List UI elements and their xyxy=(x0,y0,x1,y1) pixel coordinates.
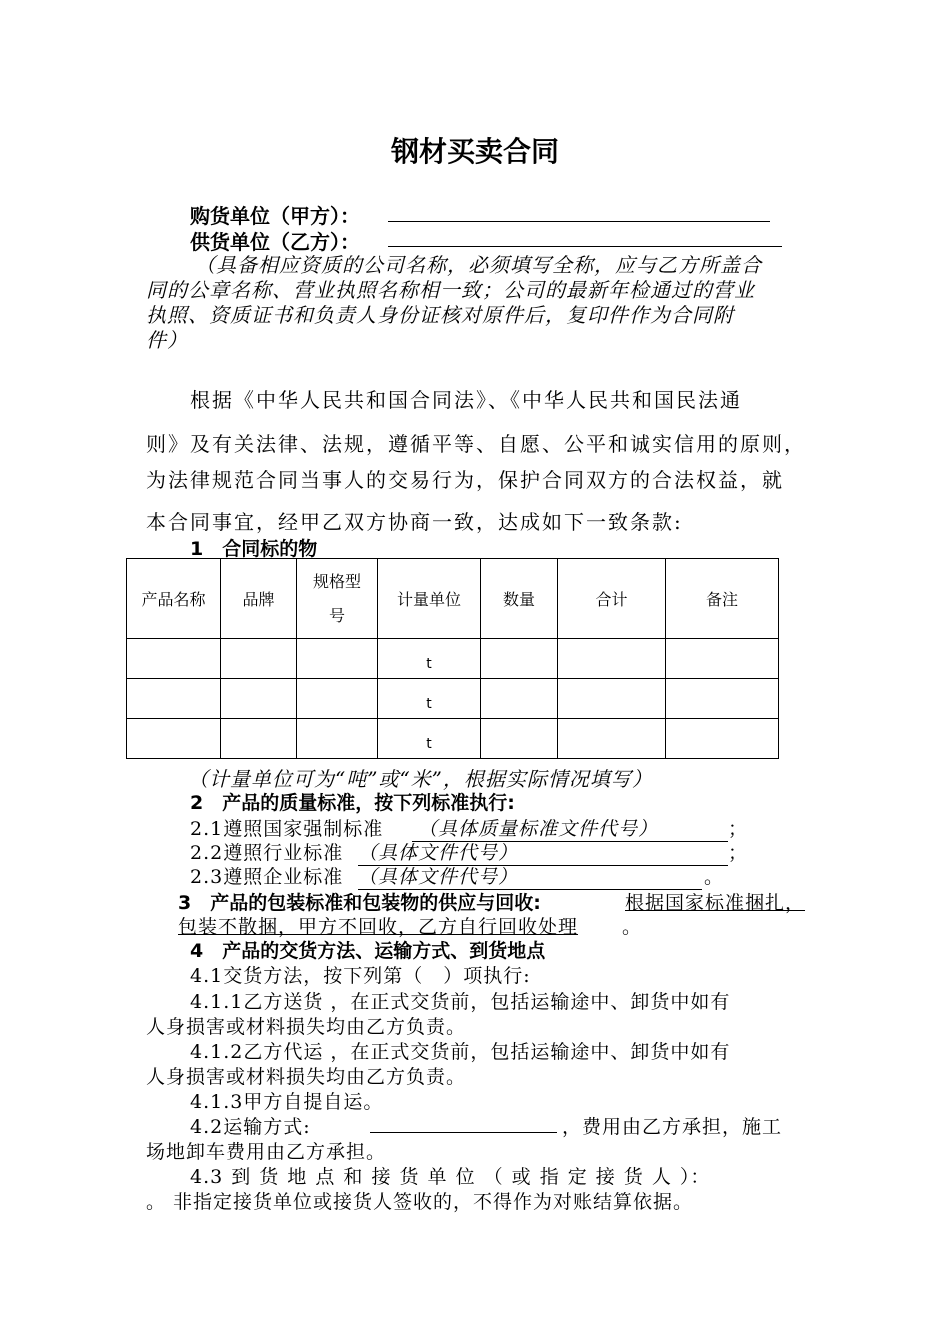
cell-spec-model[interactable] xyxy=(297,679,378,719)
clause-2-3-label: 2.3遵照企业标准 xyxy=(190,866,344,888)
clause-2-1-fill[interactable]: （具体质量标准文件代号） xyxy=(412,814,728,842)
party-note-line-4: 件） xyxy=(146,328,188,352)
cell-brand[interactable] xyxy=(221,679,297,719)
preamble-line-4: 本合同事宜，经甲乙双方协商一致，达成如下一致条款: xyxy=(146,510,683,534)
clause-2-3-fill[interactable]: （具体文件代号） xyxy=(358,862,702,890)
header-spec-model: 规格型号 xyxy=(313,571,362,625)
section-3-text-1: 根据国家标准捆扎， xyxy=(625,892,806,914)
section-1-heading: 1 合同标的物 xyxy=(190,538,318,560)
buyer-label: 购货单位（甲方）： xyxy=(190,204,360,228)
cell-total[interactable] xyxy=(558,719,666,759)
cell-unit[interactable]: t xyxy=(378,639,481,679)
cell-spec-model[interactable] xyxy=(297,719,378,759)
clause-4-1-1-line-2: 人身损害或材料损失均由乙方负责。 xyxy=(146,1016,467,1038)
header-total: 合计 xyxy=(558,559,666,639)
clause-4-1: 4.1交货方法，按下列第（ ）项执行: xyxy=(190,965,531,987)
header-quantity: 数量 xyxy=(481,559,558,639)
section-3-text-2: 包装不散捆，甲方不回收，乙方自行回收处理 xyxy=(178,916,579,938)
cell-quantity[interactable] xyxy=(481,679,558,719)
cell-remarks[interactable] xyxy=(666,679,779,719)
seller-name-blank[interactable] xyxy=(388,246,782,247)
cell-unit[interactable]: t xyxy=(378,719,481,759)
clause-2-2-fill[interactable]: （具体文件代号） xyxy=(358,838,728,866)
preamble-line-2: 则》及有关法律、法规，遵循平等、自愿、公平和诚实信用的原则， xyxy=(146,432,806,456)
party-note-line-1: （具备相应资质的公司名称，必须填写全称，应与乙方所盖合 xyxy=(195,253,762,277)
cell-total[interactable] xyxy=(558,639,666,679)
clause-4-3-line-2: 。 非指定接货单位或接货人签收的，不得作为对账结算依据。 xyxy=(146,1191,694,1213)
header-brand: 品牌 xyxy=(221,559,297,639)
clause-4-1-3: 4.1.3甲方自提自运。 xyxy=(190,1091,384,1113)
clause-2-3-end: 。 xyxy=(704,866,725,888)
section-3-end: 。 xyxy=(622,916,643,938)
seller-label: 供货单位（乙方）： xyxy=(190,230,360,254)
clause-4-1-1-line-1: 4.1.1乙方送货 ，在正式交货前，包括运输途中、卸货中如有 xyxy=(190,991,731,1013)
cell-remarks[interactable] xyxy=(666,719,779,759)
header-remarks: 备注 xyxy=(666,559,779,639)
cell-brand[interactable] xyxy=(221,719,297,759)
clause-4-1-2-line-2: 人身损害或材料损失均由乙方负责。 xyxy=(146,1066,467,1088)
section-3-heading: 3 产品的包装标准和包装物的供应与回收: xyxy=(178,892,541,914)
table-row xyxy=(127,719,779,759)
cell-unit[interactable]: t xyxy=(378,679,481,719)
table-row xyxy=(127,639,779,679)
cell-quantity[interactable] xyxy=(481,639,558,679)
unit-note: （计量单位可为“吨”或“米”，根据实际情况填写） xyxy=(188,767,653,791)
document-title: 钢材买卖合同 xyxy=(390,135,559,168)
clause-4-2-line-2: 场地卸车费用由乙方承担。 xyxy=(146,1141,387,1163)
preamble-line-3: 为法律规范合同当事人的交易行为，保护合同双方的合法权益，就 xyxy=(146,468,784,492)
transport-method-blank[interactable] xyxy=(370,1132,557,1133)
clause-2-1-end: ； xyxy=(728,818,749,840)
buyer-name-blank[interactable] xyxy=(388,221,770,222)
cell-brand[interactable] xyxy=(221,639,297,679)
clause-4-2-label: 4.2运输方式: xyxy=(190,1116,311,1138)
goods-table xyxy=(126,558,779,759)
clause-2-2-end: ； xyxy=(728,842,749,864)
cell-quantity[interactable] xyxy=(481,719,558,759)
clause-4-1-2-line-1: 4.1.2乙方代运 ，在正式交货前，包括运输途中、卸货中如有 xyxy=(190,1041,731,1063)
cell-remarks[interactable] xyxy=(666,639,779,679)
preamble-line-1: 根据《中华人民共和国合同法》、《中华人民共和国民法通 xyxy=(190,388,742,412)
clause-2-1-label: 2.1遵照国家强制标准 xyxy=(190,818,384,840)
section-2-heading: 2 产品的质量标准，按下列标准执行: xyxy=(190,792,515,814)
clause-2-2-label: 2.2遵照行业标准 xyxy=(190,842,344,864)
party-note-line-2: 同的公章名称、营业执照名称相一致；公司的最新年检通过的营业 xyxy=(146,278,755,302)
party-note-line-3: 执照、资质证书和负责人身份证核对原件后，复印件作为合同附 xyxy=(146,303,734,327)
cell-product-name[interactable] xyxy=(127,719,221,759)
cell-spec-model[interactable] xyxy=(297,639,378,679)
cell-total[interactable] xyxy=(558,679,666,719)
section-4-heading: 4 产品的交货方法、运输方式、到货地点 xyxy=(190,940,546,962)
header-product-name: 产品名称 xyxy=(127,559,221,639)
cell-product-name[interactable] xyxy=(127,679,221,719)
clause-4-2-suffix: ，费用由乙方承担，施工 xyxy=(562,1116,783,1138)
header-unit: 计量单位 xyxy=(378,559,481,639)
table-row xyxy=(127,679,779,719)
clause-4-3-line-1: 4.3 到 货 地 点 和 接 货 单 位 （ 或 指 定 接 货 人 ）： xyxy=(190,1166,711,1188)
table-header-row xyxy=(127,559,779,639)
cell-product-name[interactable] xyxy=(127,639,221,679)
